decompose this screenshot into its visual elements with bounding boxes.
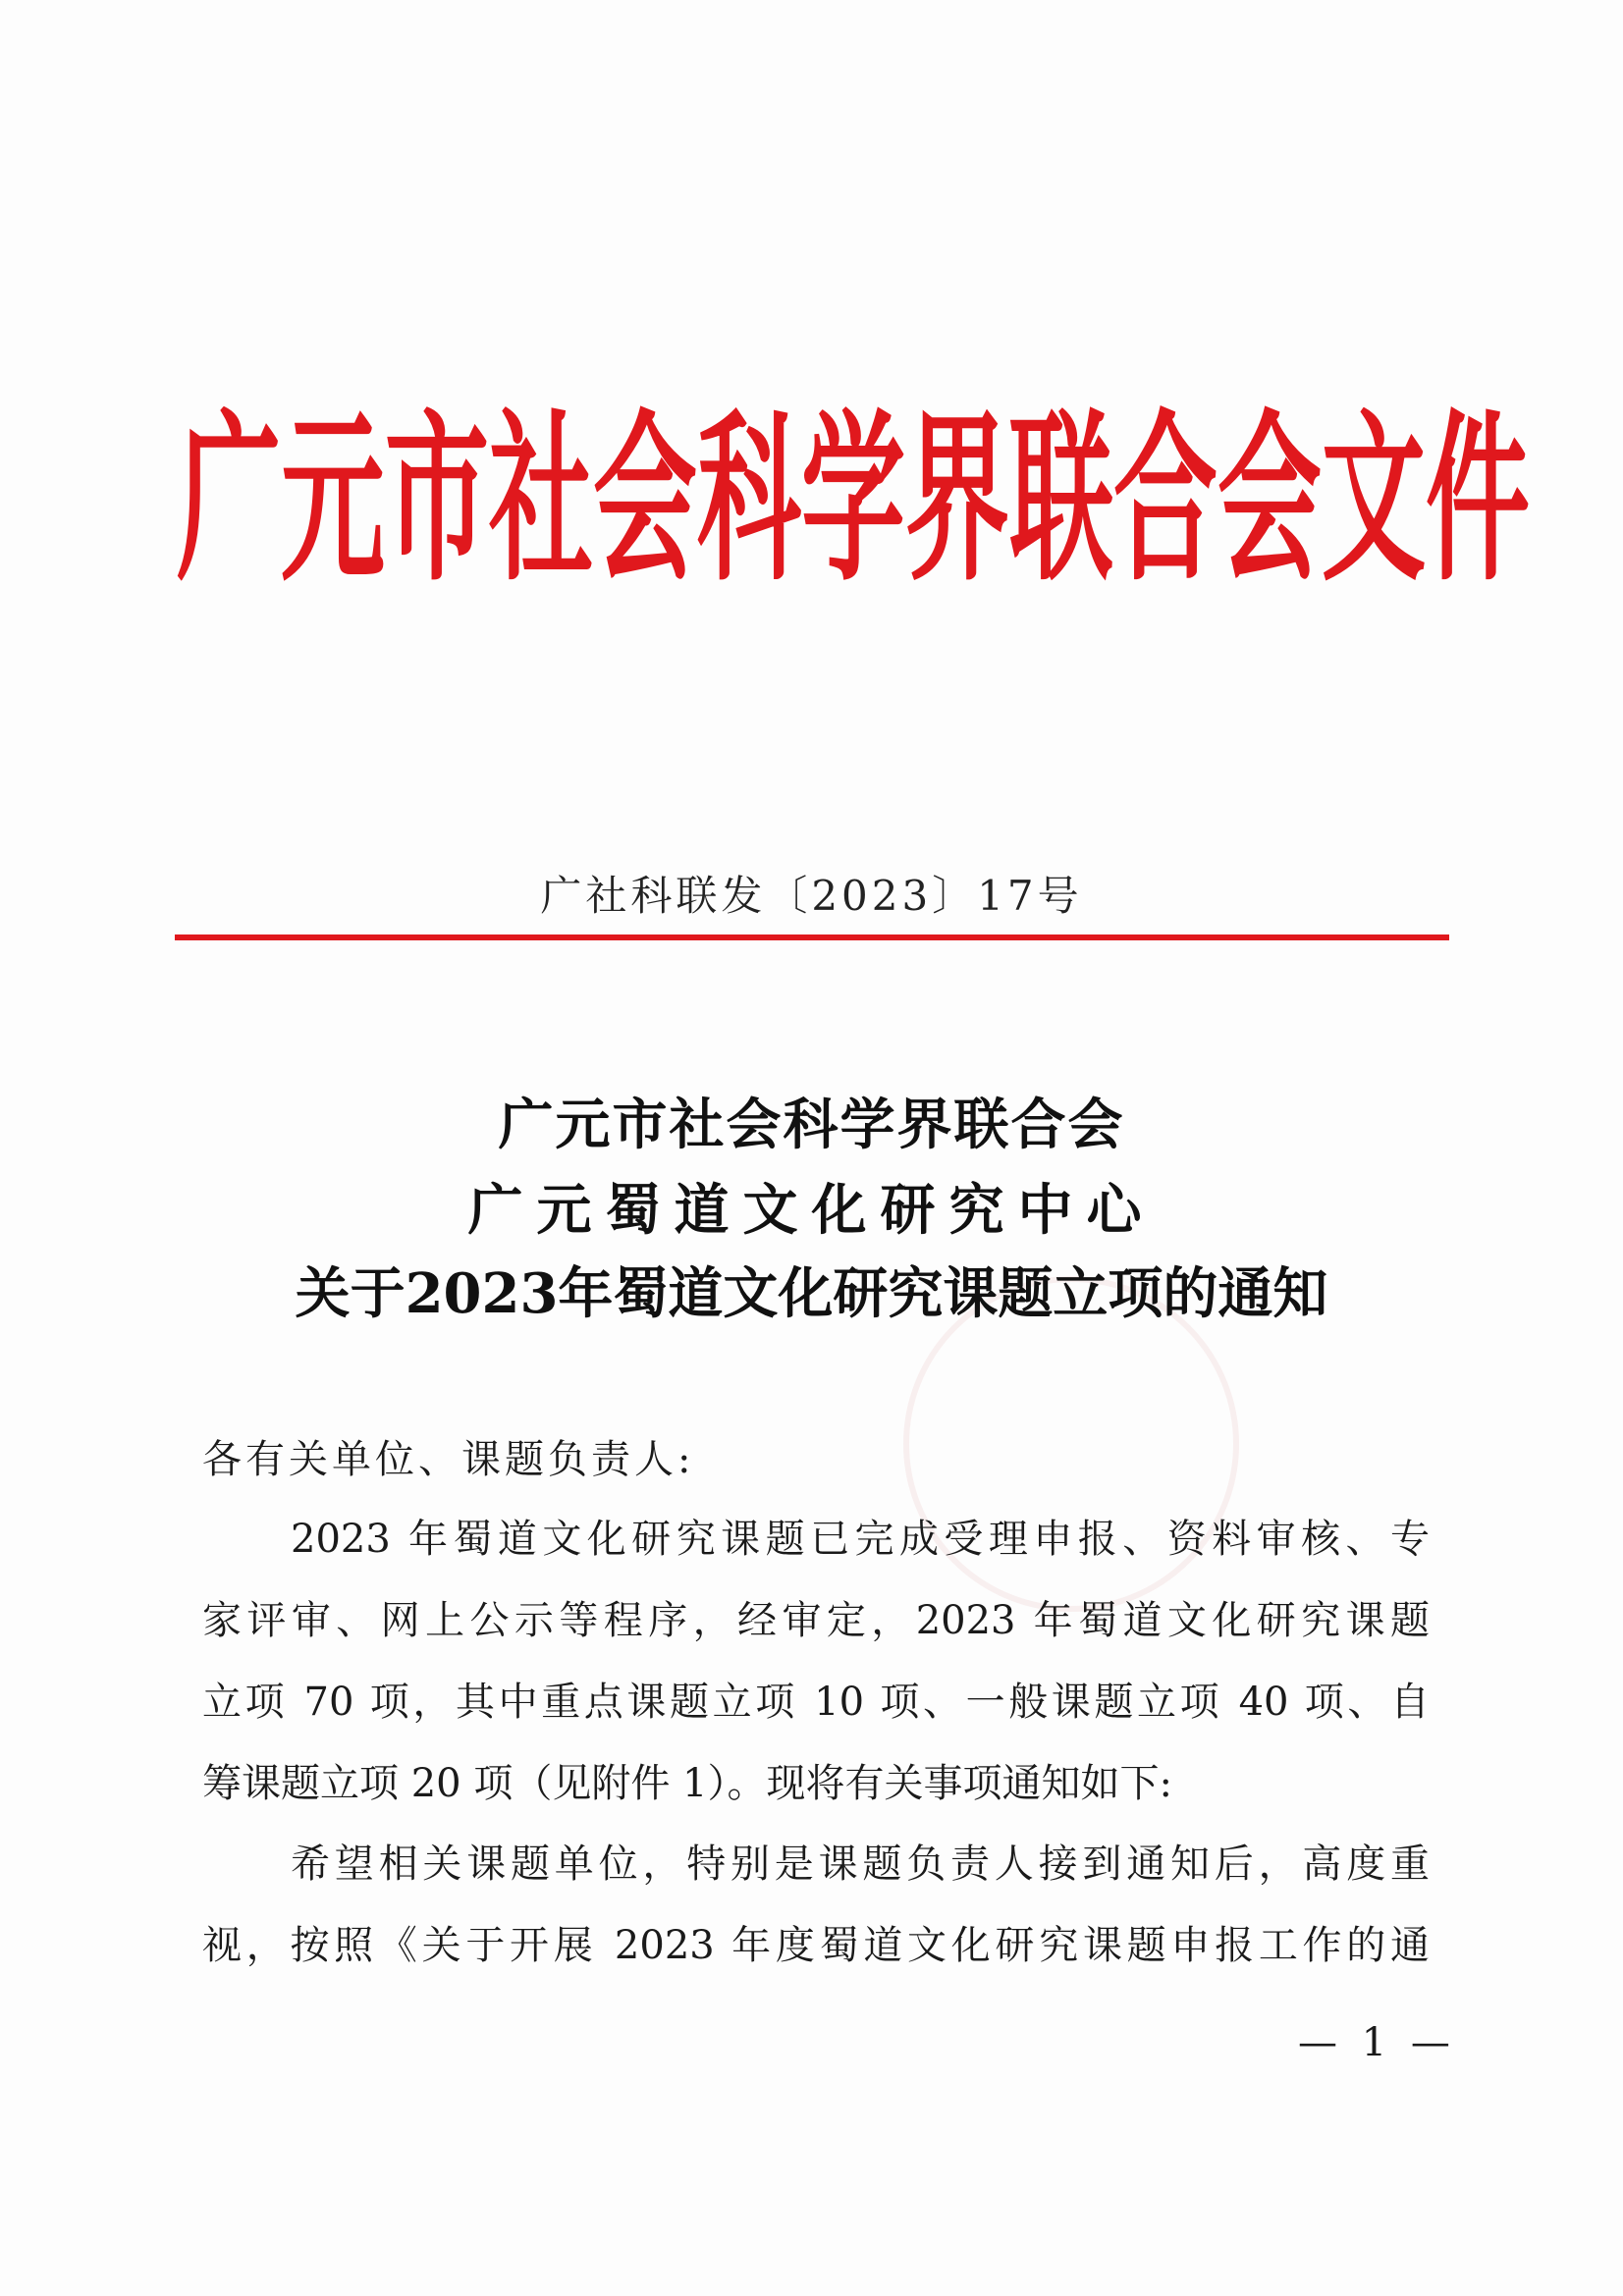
masthead-char: 科 bbox=[697, 394, 801, 606]
masthead-char: 联 bbox=[1009, 394, 1113, 606]
red-divider-line bbox=[175, 934, 1449, 940]
salutation: 各有关单位、课题负责人: bbox=[202, 1437, 695, 1482]
title-line-1: 广元市社会科学界联合会 bbox=[498, 1093, 1125, 1157]
masthead-char: 元 bbox=[281, 394, 385, 606]
title-line-2: 广元蜀道文化研究中心 bbox=[467, 1178, 1156, 1243]
masthead-char: 社 bbox=[489, 394, 593, 606]
paragraph-1-line: 2023 年蜀道文化研究课题已完成受理申报、资料审核、专 bbox=[291, 1517, 1430, 1562]
masthead-char: 广 bbox=[177, 394, 281, 606]
paragraph-2-line: 希望相关课题单位，特别是课题负责人接到通知后，高度重 bbox=[291, 1842, 1430, 1887]
paragraph-1-line: 立项 70 项，其中重点课题立项 10 项、一般课题立项 40 项、自 bbox=[202, 1680, 1430, 1725]
masthead-char: 会 bbox=[1217, 394, 1322, 606]
document-number: 广社科联发〔2023〕17号 bbox=[540, 872, 1083, 920]
paragraph-2 bbox=[202, 1824, 1430, 1987]
paragraph-1 bbox=[202, 1499, 1430, 1825]
masthead-char: 件 bbox=[1426, 394, 1530, 606]
title-line-3: 关于2023年蜀道文化研究课题立项的通知 bbox=[295, 1261, 1328, 1326]
paragraph-1-line: 筹课题立项 20 项（见附件 1）。现将有关事项通知如下: bbox=[202, 1761, 1172, 1806]
masthead-char: 合 bbox=[1113, 394, 1217, 606]
paragraph-1-line: 家评审、网上公示等程序，经审定，2023 年蜀道文化研究课题 bbox=[202, 1598, 1430, 1643]
masthead-char: 会 bbox=[593, 394, 697, 606]
masthead-char: 界 bbox=[905, 394, 1009, 606]
red-masthead bbox=[177, 393, 1530, 609]
page-number: — 1 — bbox=[1298, 2020, 1456, 2065]
masthead-char: 市 bbox=[385, 394, 489, 606]
masthead-char: 文 bbox=[1322, 394, 1426, 606]
paragraph-2-line: 视，按照《关于开展 2023 年度蜀道文化研究课题申报工作的通 bbox=[202, 1923, 1430, 1968]
masthead-char: 学 bbox=[801, 394, 905, 606]
